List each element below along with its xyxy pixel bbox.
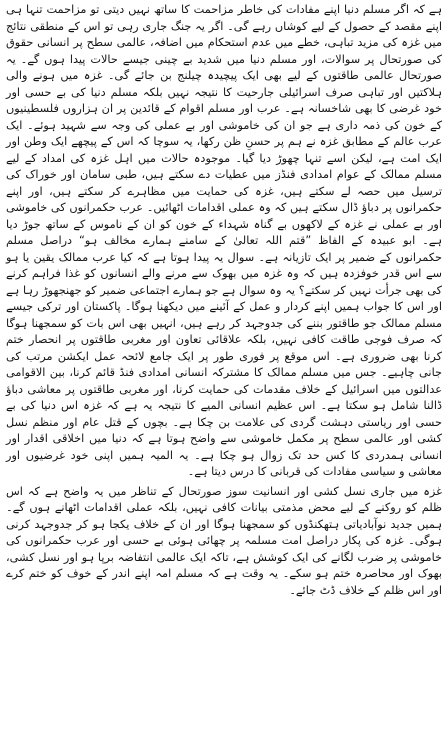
article-body	[6, 2, 442, 599]
article-paragraph-1: ہے کہ اگر مسلم دنیا اپنے مفادات کی خاطر مزاحمت کا ساتھ نہیں دیتی تو مزاحمت تنہا ہی اپنے مقصد کے حصول کے لیے کوشاں رہے گی۔ اگر یہ جنگ جاری رہی تو اس کے منطقی نتائج میں غزہ کی مزید تباہی، خطے میں عدم استحکام میں اضافہ، عالمی سطح پر انسانی حقوق کی صورتحال پر سوالات، اور مسلم دنیا میں شدید بے چینی جیسے حالات پیدا ہوں گے۔ یہ صورتحال عالمی طاقتوں کے لیے بھی ایک پیچیدہ چیلنج بن جائے گی۔ غزہ میں ہونے والی ہلاکتیں اور تباہی صرف اسرائیلی جارحیت کا نتیجہ نہیں بلکہ مسلم دنیا کی بے حسی اور خود غرضی کا بھی شاخسانہ ہے۔ عرب اور مسلم اقوام کے قائدین پر ان ہزاروں فلسطینیوں کے خون کی ذمہ داری ہے جو ان کی خاموشی اور بے عملی کی وجہ سے شہید ہوئے۔ ایک عرب عالم کے مطابق غزہ نے ہم پر حسنِ ظن رکھا، یہ سوچا کہ اس کے پیچھے ایک وطن اور ایک امت ہے، لیکن اسے تنہا چھوڑ دیا گیا۔ موجودہ حالات میں اہل غزہ کی امداد کے لیے مسلم ممالک کے عوام امدادی فنڈز میں عطیات دے سکتے ہیں، طبی سامان اور خوراک کی ترسیل میں حصہ لے سکتے ہیں، غزہ کی حمایت میں مظاہرے کر سکتے ہیں، اور اپنے حکمرانوں پر دباؤ ڈال سکتے ہیں کہ وہ عملی اقدامات اٹھائیں۔ عرب حکمرانوں کی خاموشی اور بے عملی نے غزہ کے لاکھوں بے گناہ شہداء کے خون کو ان کے ناموس کے ساتھ جوڑ دیا ہے۔ ابو عبیدہ کے الفاظ ”قتم اللہ تعالیٰ کے سامنے ہمارے مخالف ہو“ دراصل مسلم حکمرانوں کے ضمیر پر ایک تازیانہ ہے۔ سوال یہ پیدا ہوتا ہے کہ کیا عرب ممالک یقین یا ہو سے اس قدر خوفزدہ ہیں کہ وہ غزہ میں بھوک سے مرنے والے انسانوں کو غذا فراہم کرنے کی بھی جرأت نہیں کر سکتے؟ یہ وہ سوال ہے جو ہمارے اجتماعی ضمیر کو جھنجھوڑ رہا ہے اور اس کا جواب ہمیں اپنے کردار و عمل کے آئینے میں دیکھنا ہوگا۔ پاکستان اور ترکی جیسے مسلم ممالک جو طاقتور بننے کی جدوجہد کر رہے ہیں، انہیں بھی اس بات کو سمجھنا ہوگا کہ صرف فوجی طاقت کافی نہیں، بلکہ علاقائی تعاون اور مغربی طاقتوں پر انحصار ختم کرنا بھی ضروری ہے۔ اس موقع پر فوری طور پر ایک جامع لائحہ عمل ایکشن مرتب کی جانی چاہیے۔ جس میں مسلم ممالک کا مشترکہ انسانی امدادی فنڈ قائم کرنا، بین الاقوامی عدالتوں میں اسرائیل کے خلاف مقدمات کی حمایت کرنا، اور مغربی طاقتوں پر معاشی دباؤ ڈالنا شامل ہو سکتا ہے۔ اس عظیم انسانی المیے کا نتیجہ یہ ہے کہ غزہ اس دنیا کی بے حسی اور ریاستی دہشت گردی کی علامت بن چکا ہے۔ بچوں کے قتل عام اور منظم نسل کشی اور عالمی سطح پر مکمل خاموشی سے واضح ہوتا ہے کہ دنیا میں اخلاقی اقدار اور انسانی ہمدردی کا کس حد تک زوال ہو چکا ہے۔ یہ المیہ ہمیں اپنی خود غرضیوں اور معاشی و سیاسی مفادات کی قربانی کا درس دیتا ہے۔	[6, 3, 442, 478]
article-paragraph-2: غزہ میں جاری نسل کشی اور انسانیت سوز صورتحال کے تناظر میں یہ واضح ہے کہ اس ظلم کو روکنے کے لیے محض مذمتی بیانات کافی نہیں، بلکہ عملی اقدامات اٹھانے ہوں گے۔ ہمیں جدید نوآبادیاتی ہتھکنڈوں کو سمجھنا ہوگا اور ان کے خلاف یکجا ہو کر جدوجہد کرنی ہوگی۔ غزہ کی پکار دراصل امت مسلمہ پر چھائی ہوئی بے حسی اور عرب حکمرانوں کی خاموشی پر ضرب لگانے کی ایک کوشش ہے، تاکہ ایک عالمی انتفاضہ برپا ہو اور نسل کشی، بھوک اور محاصرہ ختم ہو سکے۔ یہ وقت ہے کہ مسلم امہ اپنے اندر کے خوف کو ختم کرے اور اس ظلم کے خلاف ڈٹ جائے۔	[6, 484, 442, 597]
